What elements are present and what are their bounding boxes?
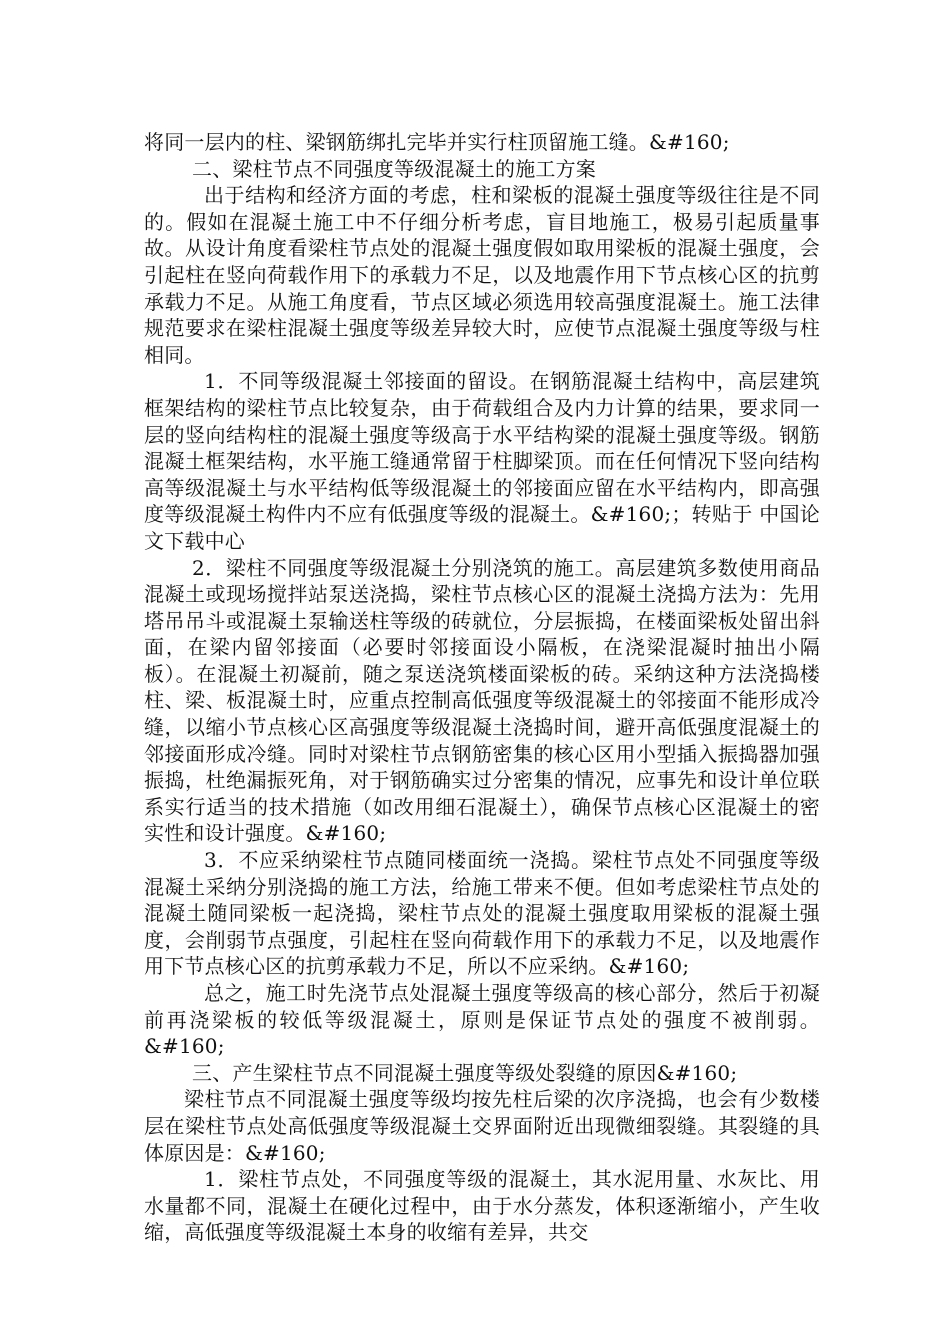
list-item-1: 1．不同等级混凝土邻接面的留设。在钢筋混凝土结构中，高层建筑框架结构的梁柱节点比较复杂，由于荷载组合及内力计算的结果，要求同一层的竖向结构柱的混凝土强度等级高于水平结构梁的混凝土强度等级。钢筋混凝土框架结构，水平施工缝通常留于柱脚梁顶。而在任何情况下竖向结构高等级混凝土与水平结构低等级混凝土的邻接面应留在水平结构内，即高强度等级混凝土构件内不应有低强度等级的混凝土。&#160;；转贴于 中国论文下载中心 <box>144 369 820 553</box>
list-item-3: 3．不应采纳梁柱节点随同楼面统一浇捣。梁柱节点处不同强度等级混凝土采纳分别浇捣的施工方法，给施工带来不便。但如考虑梁柱节点处的混凝土随同梁板一起浇捣，梁柱节点处的混凝土强度取用梁板的混凝土强度，会削弱节点强度，引起柱在竖向荷载作用下的承载力不足，以及地震作用下节点核心区的抗剪承载力不足，所以不应采纳。&#160; <box>144 848 820 979</box>
paragraph: 梁柱节点不同混凝土强度等级均按先柱后梁的次序浇捣，也会有少数楼层在梁柱节点处高低强度等级混凝土交界面附近出现微细裂缝。其裂缝的具体原因是：&#160; <box>144 1087 820 1165</box>
section-heading-2: 二、梁柱节点不同强度等级混凝土的施工方案 <box>192 156 596 181</box>
document-body <box>144 129 820 1246</box>
list-item-1: 1．梁柱节点处，不同强度等级的混凝土，其水泥用量、水灰比、用水量都不同，混凝土在硬化过程中，由于水分蒸发，体积逐渐缩小，产生收缩，高低强度等级混凝土本身的收缩有差异，共交 <box>144 1167 820 1245</box>
paragraph: 出于结构和经济方面的考虑，柱和梁板的混凝土强度等级往往是不同的。假如在混凝土施工中不仔细分析考虑，盲目地施工，极易引起质量事故。从设计角度看梁柱节点处的混凝土强度假如取用梁板的混凝土强度，会引起柱在竖向荷载作用下的承载力不足，以及地震作用下节点核心区的抗剪承载力不足。从施工角度看，节点区域必须选用较高强度混凝土。施工法律规范要求在梁柱混凝土强度等级差异较大时，应使节点混凝土强度等级与柱相同。 <box>144 183 820 367</box>
section-heading-3: 三、产生梁柱节点不同混凝土强度等级处裂缝的原因&#160; <box>192 1060 738 1085</box>
list-item-2: 2．梁柱不同强度等级混凝土分别浇筑的施工。高层建筑多数使用商品混凝土或现场搅拌站泵送浇捣，梁柱节点核心区的混凝土浇捣方法为：先用塔吊吊斗或混凝土泵输送柱等级的砖就位，分层振捣，在楼面梁板处留出斜面，在梁内留邻接面（必要时邻接面设小隔板，在浇梁混凝时抽出小隔板）。在混凝土初凝前，随之泵送浇筑楼面梁板的砖。采纳这种方法浇捣楼柱、梁、板混凝土时，应重点控制高低强度等级混凝土的邻接面不能形成冷缝，以缩小节点核心区高强度等级混凝土浇捣时间，避开高低强度混凝土的邻接面形成冷缝。同时对梁柱节点钢筋密集的核心区用小型插入振捣器加强振捣，杜绝漏振死角，对于钢筋确实过分密集的情况，应事先和设计单位联系实行适当的技术措施（如改用细石混凝土），确保节点核心区混凝土的密实性和设计强度。&#160; <box>144 555 820 846</box>
paragraph-continuation: 将同一层内的柱、梁钢筋绑扎完毕并实行柱顶留施工缝。&#160; <box>144 130 730 154</box>
paragraph-summary: 总之，施工时先浇节点处混凝土强度等级高的核心部分，然后于初凝前再浇梁板的较低等级混凝土，原则是保证节点处的强度不被削弱。&#160; <box>144 981 820 1059</box>
